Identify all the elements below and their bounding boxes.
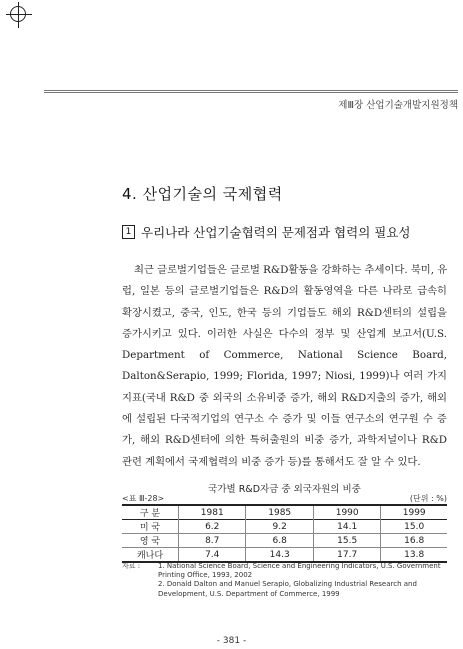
body-line: 지표(국내 R&D 중 외국의 소유비중 증가, 해외 R&D지출의 증가, 해외	[122, 391, 447, 404]
source-note-text: 2. Donald Dalton and Manuel Serapio, Globalizing Industrial Research and Development, U.S. Department of Commerce, 1999	[158, 580, 417, 598]
row-label: 영 국	[122, 534, 179, 548]
body-line: Dalton&Serapio, 1999; Florida, 1997; Niosi, 1999)나 여러 가지	[122, 370, 447, 383]
source-note	[122, 562, 452, 580]
body-line: 증가시키고 있다. 이러한 사실은 다수의 정부 및 산업계 보고서(U.S.	[122, 327, 447, 340]
table-cell: 13.8	[404, 549, 425, 560]
table-row	[122, 534, 447, 548]
table-cell: 14.3	[246, 548, 313, 563]
header-cell: 구 분	[122, 505, 179, 520]
body-paragraph	[122, 260, 447, 473]
header-cell: 1999	[402, 507, 426, 518]
table-row	[122, 548, 447, 563]
body-line: 에 설립된 다국적기업의 연구소 수 증가 및 이들 연구소의 연구원 수 증	[122, 413, 447, 426]
section-title-text: 우리나라 산업기술협력의 문제점과 협력의 필요성	[141, 225, 411, 240]
table-header-row	[122, 505, 447, 520]
section-number-box: 1	[122, 225, 135, 239]
row-label: 캐나다	[122, 548, 179, 563]
data-table	[122, 504, 447, 563]
page-number: - 381 -	[216, 636, 247, 646]
table-cell: 17.7	[313, 548, 380, 563]
table-cell: 8.7	[179, 534, 246, 548]
table-label: <표 Ⅲ-28>	[122, 494, 165, 503]
header-cell: 1990	[313, 505, 380, 520]
body-line: 관련 계획에서 국제협력의 비중 증가 등)를 통해서도 잘 알 수 있다.	[122, 455, 421, 468]
table-unit: (단위 : %)	[409, 494, 447, 503]
source-note	[122, 580, 452, 598]
running-header: 제Ⅲ장 산업기술개발지원정책	[338, 100, 458, 111]
body-line: Department of Commerce, National Science Board,	[122, 349, 447, 362]
table-cell: 15.0	[404, 521, 425, 532]
table-cell: 14.1	[313, 520, 380, 534]
table-cell: 6.8	[246, 534, 313, 548]
chapter-title: 4. 산업기술의 국제협력	[122, 185, 283, 203]
table-row	[122, 520, 447, 534]
section-title	[122, 223, 410, 241]
table-meta	[122, 493, 447, 504]
header-cell: 1981	[179, 505, 246, 520]
body-line: 최근 글로벌기업들은 글로벌 R&D활동을 강화하는 추세이다. 북미, 유	[134, 264, 448, 276]
table-cell: 7.4	[179, 548, 246, 563]
source-label: 자료 :	[122, 562, 141, 570]
table-cell: 15.5	[313, 534, 380, 548]
row-label: 미 국	[122, 520, 179, 534]
table-cell: 6.2	[179, 520, 246, 534]
source-note-text: 1. National Science Board, Science and Engineering Indicators, U.S. Government Printing Office, 1993, 2002	[158, 562, 441, 580]
table-cell: 9.2	[246, 520, 313, 534]
table-caption: 국가별 R&D자금 중 외국자원의 비중	[208, 484, 361, 495]
crop-mark-icon	[6, 2, 32, 28]
header-cell: 1985	[246, 505, 313, 520]
body-line: 럽, 일본 등의 글로벌기업들은 R&D의 활동영역을 다른 나라로 급속히	[122, 285, 447, 298]
body-line: 가, 해외 R&D센터에 의한 특허출원의 비중 증가, 과학저널이나 R&D	[122, 434, 447, 447]
table-cell: 16.8	[404, 535, 425, 546]
body-line: 확장시켰고, 중국, 인도, 한국 등의 기업들도 해외 R&D센터의 설립을	[122, 306, 447, 319]
source-notes	[122, 562, 452, 599]
header-rule	[44, 90, 458, 93]
